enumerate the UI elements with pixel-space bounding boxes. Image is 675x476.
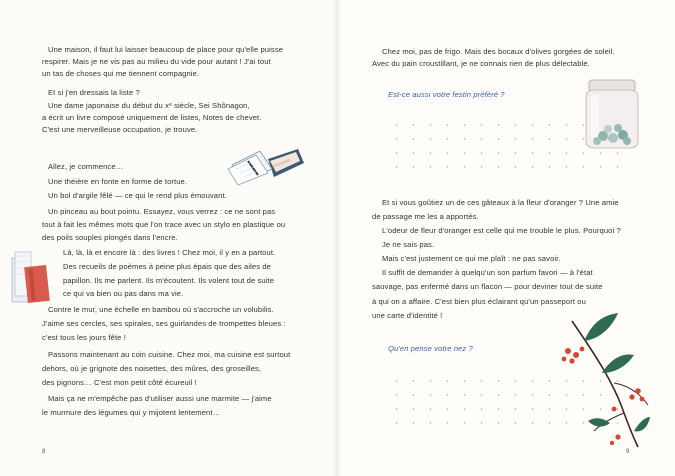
- berry-branch-icon: [554, 313, 650, 449]
- left-line: Une dame japonaise du début du xᵉ siècle, Sei Shônagon,: [48, 101, 250, 110]
- left-line: a écrit un livre composé uniquement de listes, Notes de chevet.: [42, 113, 262, 122]
- page-number-left: 8: [42, 449, 46, 455]
- left-line: c'est tous les jours fête !: [42, 333, 126, 342]
- question-festin: Est-ce aussi votre festin préféré ?: [388, 90, 505, 99]
- left-line: Allez, je commence…: [48, 162, 124, 171]
- open-books-icon: [224, 139, 304, 185]
- right-line: Et si vous goûtiez un de ces gâteaux à la fleur d'oranger ? Une amie: [382, 198, 619, 207]
- right-line: sauvage, pas enfermé dans un flacon — pour deviner tout de suite: [372, 282, 603, 291]
- right-line: à qui on a affaire. C'est bien plus éclairant qu'un passeport ou: [372, 297, 586, 306]
- olive-jar-icon: [583, 80, 643, 152]
- left-line: Et si j'en dressais la liste ?: [48, 88, 140, 97]
- left-line: un tas de choses qui me tiennent compagnie.: [42, 69, 200, 78]
- right-line: Avec du pain croustillant, je ne connais rien de plus délectable.: [372, 59, 590, 68]
- book-gutter: [333, 0, 341, 476]
- left-line: Une maison, il faut lui laisser beaucoup de place pour qu'elle puisse: [48, 45, 284, 54]
- right-line: Chez moi, pas de frigo. Mais des bocaux d'olives gorgées de soleil.: [382, 47, 615, 56]
- right-line: une carte d'identité !: [372, 311, 443, 320]
- question-nez: Qu'en pense votre nez ?: [388, 344, 473, 353]
- left-line: Mais ça ne m'empêche pas d'utiliser aussi une marmite — j'aime: [48, 394, 272, 403]
- left-line: Contre le mur, une échelle en bambou où s'accroche un volubilis.: [48, 305, 274, 314]
- left-line: ce qui va bien ou pas dans ma vie.: [63, 289, 184, 298]
- left-line: des poils souples plongés dans l'encre.: [42, 233, 178, 242]
- right-line: de passage me les a apportés.: [372, 212, 479, 221]
- right-line: Mais c'est justement ce qui me plaît : ne pas savoir.: [382, 254, 561, 263]
- left-line: Un bol d'argile fêlé — ce qui le rend plus émouvant.: [48, 191, 227, 200]
- left-line: des pignons… C'est mon petit côté écureuil !: [42, 378, 197, 387]
- stacked-books-icon: [6, 250, 56, 304]
- left-line: Là, là, là et encore là : des livres ! Chez moi, il y en a partout.: [63, 248, 276, 257]
- left-line: Un pinceau au bout pointu. Essayez, vous verrez : ce ne sont pas: [48, 207, 276, 216]
- left-line: Des recueils de poèmes à peine plus épais que des ailes de: [63, 262, 272, 271]
- left-line: papillon. Ils me parlent. Ils m'écoutent. Ils volent tout de suite: [63, 276, 275, 285]
- left-line: Une théière en fonte en forme de tortue.: [48, 177, 188, 186]
- left-line: C'est une merveilleuse occupation, je trouve.: [42, 125, 198, 134]
- writing-line[interactable]: [388, 166, 628, 168]
- left-line: Passons maintenant au coin cuisine. Chez moi, ma cuisine est surtout: [48, 350, 291, 359]
- right-line: L'odeur de fleur d'oranger est celle qui me trouble le plus. Pourquoi ?: [382, 226, 621, 235]
- left-line: dehors, où je grignote des noisettes, des mûres, des groseilles,: [42, 364, 262, 373]
- left-line: tout à fait les mêmes mots que l'on trace avec un stylo en plastique ou: [42, 220, 286, 229]
- right-line: Je ne sais pas.: [382, 240, 435, 249]
- page-number-right: 9: [626, 449, 630, 455]
- writing-line[interactable]: [388, 152, 628, 154]
- left-line: le murmure des légumes qui y mijotent lentement…: [42, 408, 221, 417]
- left-line: J'aime ses cercles, ses spirales, ses guirlandes de trompettes bleues :: [42, 319, 286, 328]
- right-line: Il suffit de demander à quelqu'un son parfum favori — à l'état: [382, 268, 593, 277]
- left-line: respirer. Mais je ne vis pas au milieu du vide pour autant ! J'ai tout: [42, 57, 271, 66]
